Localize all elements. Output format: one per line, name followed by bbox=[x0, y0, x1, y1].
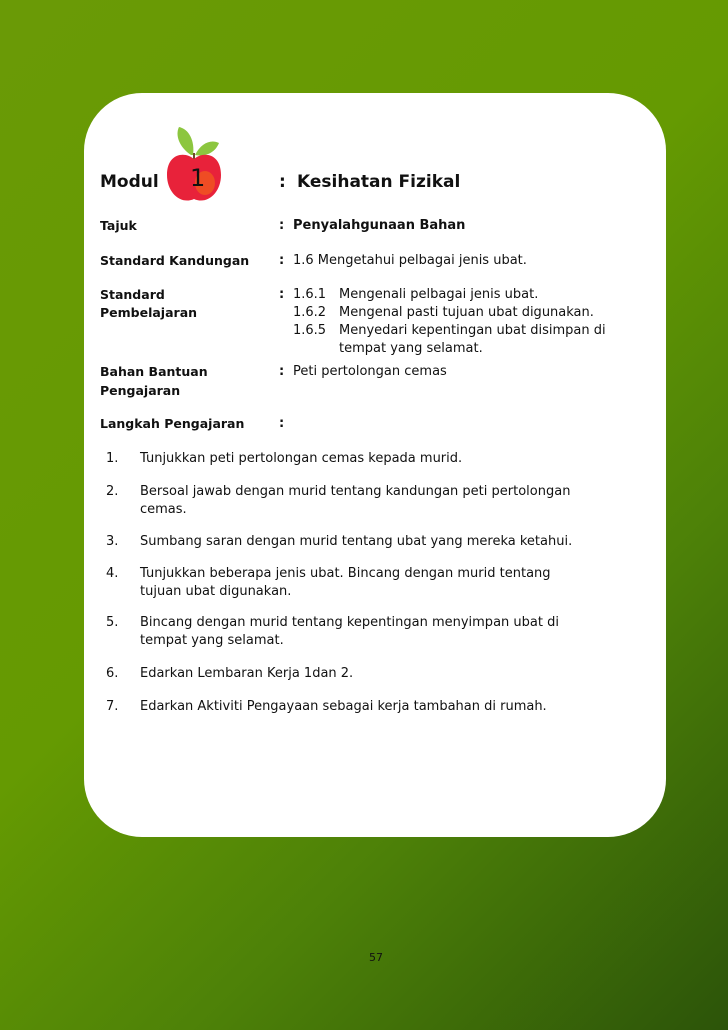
sp-item-code: 1.6.1 bbox=[293, 287, 327, 302]
module-word: Modul bbox=[100, 172, 159, 192]
langkah-colon: : bbox=[279, 416, 285, 431]
step-number: 2. bbox=[106, 484, 119, 499]
standard-pembelajaran-colon: : bbox=[279, 287, 285, 302]
sp-item-code: 1.6.5 bbox=[293, 323, 327, 338]
bahan-bantuan-label-line2: Pengajaran bbox=[100, 383, 181, 398]
standard-pembelajaran-label-line1: Standard bbox=[100, 287, 165, 302]
sp-item-code: 1.6.2 bbox=[293, 305, 327, 320]
step-text-cont: cemas. bbox=[140, 502, 187, 517]
standard-pembelajaran-label-line2: Pembelajaran bbox=[100, 305, 198, 320]
step-number: 4. bbox=[106, 566, 119, 581]
step-number: 5. bbox=[106, 615, 119, 630]
langkah-label: Langkah Pengajaran bbox=[100, 416, 245, 431]
step-number: 3. bbox=[106, 534, 119, 549]
step-text: Bersoal jawab dengan murid tentang kandungan peti pertolongan bbox=[140, 484, 571, 499]
sp-item-text: Menyedari kepentingan ubat disimpan di bbox=[339, 323, 606, 338]
step-text: Tunjukkan beberapa jenis ubat. Bincang dengan murid tentang bbox=[140, 566, 551, 581]
step-text: Tunjukkan peti pertolongan cemas kepada murid. bbox=[140, 451, 463, 466]
standard-kandungan-value: 1.6 Mengetahui pelbagai jenis ubat. bbox=[293, 253, 527, 268]
step-text-cont: tempat yang selamat. bbox=[140, 633, 284, 648]
bahan-bantuan-colon: : bbox=[279, 364, 285, 379]
module-number: 1 bbox=[190, 164, 206, 192]
bahan-bantuan-label-line1: Bahan Bantuan bbox=[100, 364, 208, 379]
page-number: 57 bbox=[369, 951, 383, 964]
tajuk-label: Tajuk bbox=[100, 218, 137, 233]
tajuk-colon: : bbox=[279, 218, 285, 233]
step-text: Sumbang saran dengan murid tentang ubat yang mereka ketahui. bbox=[140, 534, 573, 549]
step-number: 7. bbox=[106, 699, 119, 714]
sp-item bbox=[293, 321, 606, 340]
module-colon: : bbox=[279, 172, 286, 192]
bahan-bantuan-value: Peti pertolongan cemas bbox=[293, 364, 447, 379]
tajuk-value: Penyalahgunaan Bahan bbox=[293, 218, 466, 233]
step-text: Bincang dengan murid tentang kepentingan menyimpan ubat di bbox=[140, 615, 559, 630]
step-text: Edarkan Lembaran Kerja 1dan 2. bbox=[140, 666, 354, 681]
sp-item-continuation: tempat yang selamat. bbox=[339, 341, 483, 356]
sp-item bbox=[293, 303, 594, 322]
sp-item-text: Mengenal pasti tujuan ubat digunakan. bbox=[339, 305, 594, 320]
standard-kandungan-colon: : bbox=[279, 253, 285, 268]
sp-item bbox=[293, 285, 538, 304]
module-title: Kesihatan Fizikal bbox=[297, 172, 461, 192]
step-text: Edarkan Aktiviti Pengayaan sebagai kerja tambahan di rumah. bbox=[140, 699, 547, 714]
step-number: 1. bbox=[106, 451, 119, 466]
standard-kandungan-label: Standard Kandungan bbox=[100, 253, 250, 268]
step-text-cont: tujuan ubat digunakan. bbox=[140, 584, 292, 599]
step-number: 6. bbox=[106, 666, 119, 681]
sp-item-text: Mengenali pelbagai jenis ubat. bbox=[339, 287, 539, 302]
